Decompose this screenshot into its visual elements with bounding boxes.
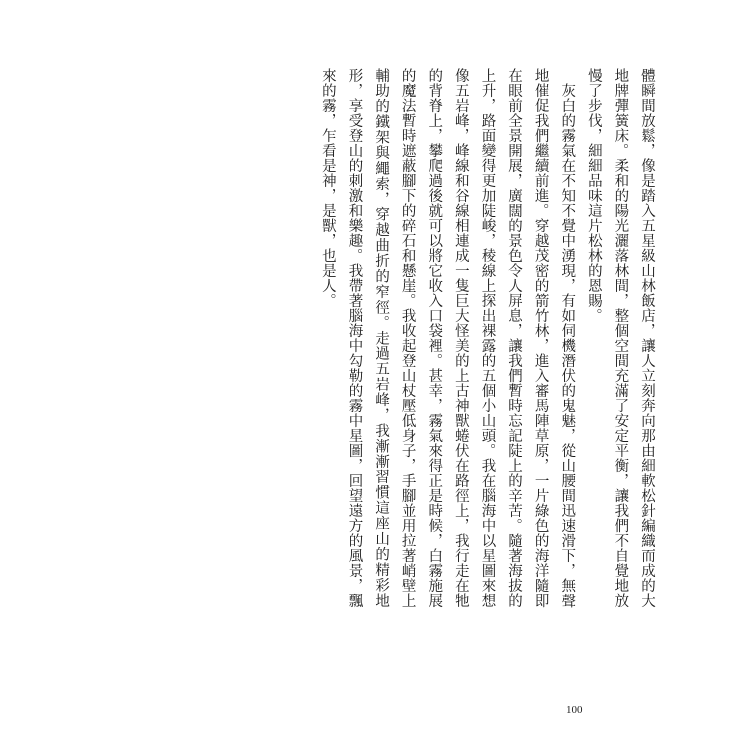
- paragraph-2: 灰白的霧氣在不知不覺中湧現，有如伺機潛伏的鬼魅，從山腰間迅速滑下，無聲地催促我們繼續前進。穿越茂密的箭竹林，進入審馬陣草原，一片綠色的海洋隨即在眼前全景開展，廣闊的景色令人屏息，讓我們暫時忘記陡上的辛苦。隨著海拔的上升，路面變得更加陡峻，稜線上探出裸露的五個小山頭。我在腦海中以星圖來想像五岩峰，峰線和谷線相連成一隻巨大怪美的上古神獸蜷伏在路徑上，我行走在牠的背脊上，攀爬過後就可以將它收入口袋裡。甚幸，霧氣來得正是時候，白霧施展的魔法暫時遮蔽腳下的碎石和懸崖。我收起登山杖壓低身子，手腳並用拉著峭壁上輔助的鐵架與繩索，穿越曲折的窄徑。走過五岩峰，我漸漸習慣這座山的精彩地形，享受登山的刺激和樂趣。我帶著腦海中勾勒的霧中星圖，回望遠方的風景，飄來的霧，乍看是神，是獸，也是人。: [319, 68, 576, 608]
- paragraph-1: 體瞬間放鬆，像是踏入五星級山林飯店，讓人立刻奔向那由細軟松針編織而成的大地牌彈簧床。柔和的陽光灑落林間，整個空間充滿了安定平衡，讓我們不自覺地放慢了步伐，細細品味這片松林的恩賜。: [585, 68, 655, 608]
- page-number: 100: [566, 704, 583, 716]
- vertical-text-body: [230, 68, 660, 608]
